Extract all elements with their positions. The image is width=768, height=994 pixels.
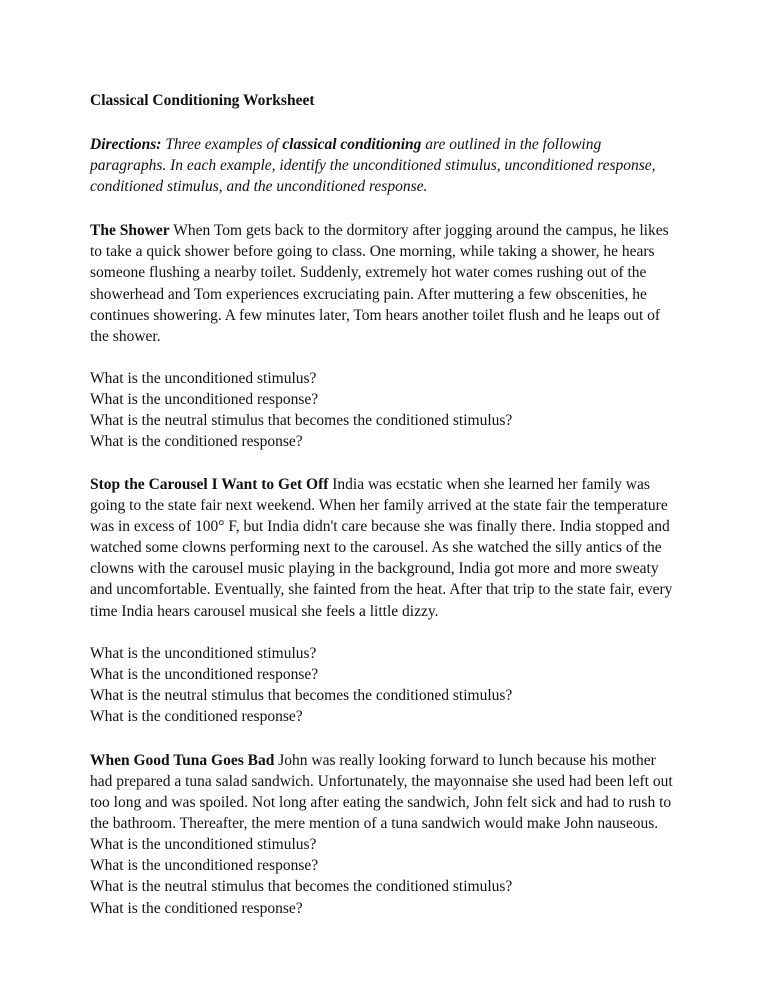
section-stop-the-carousel xyxy=(90,474,678,727)
section-paragraph xyxy=(90,474,678,622)
question-conditioned-response: What is the conditioned response? xyxy=(90,707,303,725)
question-unconditioned-stimulus: What is the unconditioned stimulus? xyxy=(90,369,317,387)
question-conditioned-response: What is the conditioned response? xyxy=(90,433,303,451)
section-body: India was ecstatic when she learned her family was going to the state fair next weekend. When her family arrived at the state fair the temperature was in excess of 100° F, but India didn't care because she was finally there. India stopped and watched some clowns performing next to the carousel. As she watched the silly antics of the clowns with the carousel music playing in the background, India got more and more sweaty and uncomfortable. Eventually, she fainted from the heat. After that trip to the state fair, every time India hears carousel musical she feels a little dizzy. xyxy=(90,476,673,620)
question-list xyxy=(90,834,678,918)
directions-label: Directions: xyxy=(90,136,162,154)
section-heading: Stop the Carousel I Want to Get Off xyxy=(90,476,329,494)
directions-text-after: are outlined in the following paragraphs. In each example, identify the unconditioned stimulus, unconditioned response, conditioned stimulus, and the unconditioned response. xyxy=(90,136,656,196)
question-unconditioned-response: What is the unconditioned response? xyxy=(90,665,319,683)
section-body: John was really looking forward to lunch because his mother had prepared a tuna salad sandwich. Unfortunately, the mayonnaise she used had been left out too long and was spoiled. Not long after eating the sandwich, John felt sick and had to rush to the bathroom. Thereafter, the mere mention of a tuna sandwich would make John nauseous. xyxy=(90,751,673,833)
question-unconditioned-response: What is the unconditioned response? xyxy=(90,390,319,408)
section-body: When Tom gets back to the dormitory after jogging around the campus, he likes to take a quick shower before going to class. One morning, while taking a shower, he hears someone flushing a nearby toilet. Suddenly, extremely hot water comes rushing out of the showerhead and Tom experiences excruciating pain. After muttering a few obscenities, he continues showering. A few minutes later, Tom hears another toilet flush and he leaps out of the shower. xyxy=(90,222,669,345)
section-paragraph xyxy=(90,750,678,834)
question-neutral-stimulus: What is the neutral stimulus that becomes the conditioned stimulus? xyxy=(90,878,513,896)
section-heading: When Good Tuna Goes Bad xyxy=(90,751,275,769)
question-unconditioned-stimulus: What is the unconditioned stimulus? xyxy=(90,836,317,854)
question-unconditioned-response: What is the unconditioned response? xyxy=(90,857,319,875)
directions-paragraph xyxy=(90,134,678,197)
question-list xyxy=(90,643,678,727)
question-neutral-stimulus: What is the neutral stimulus that becomes the conditioned stimulus? xyxy=(90,686,513,704)
section-the-shower xyxy=(90,220,678,452)
question-conditioned-response: What is the conditioned response? xyxy=(90,899,303,917)
question-unconditioned-stimulus: What is the unconditioned stimulus? xyxy=(90,644,317,662)
question-neutral-stimulus: What is the neutral stimulus that becomes the conditioned stimulus? xyxy=(90,411,513,429)
section-heading: The Shower xyxy=(90,222,170,240)
directions-bold-term: classical conditioning xyxy=(282,136,422,154)
question-list xyxy=(90,368,678,452)
section-when-good-tuna-goes-bad xyxy=(90,750,678,919)
directions-text-before: Three examples of xyxy=(161,136,283,154)
section-paragraph xyxy=(90,220,678,346)
page-title: Classical Conditioning Worksheet xyxy=(90,92,315,109)
